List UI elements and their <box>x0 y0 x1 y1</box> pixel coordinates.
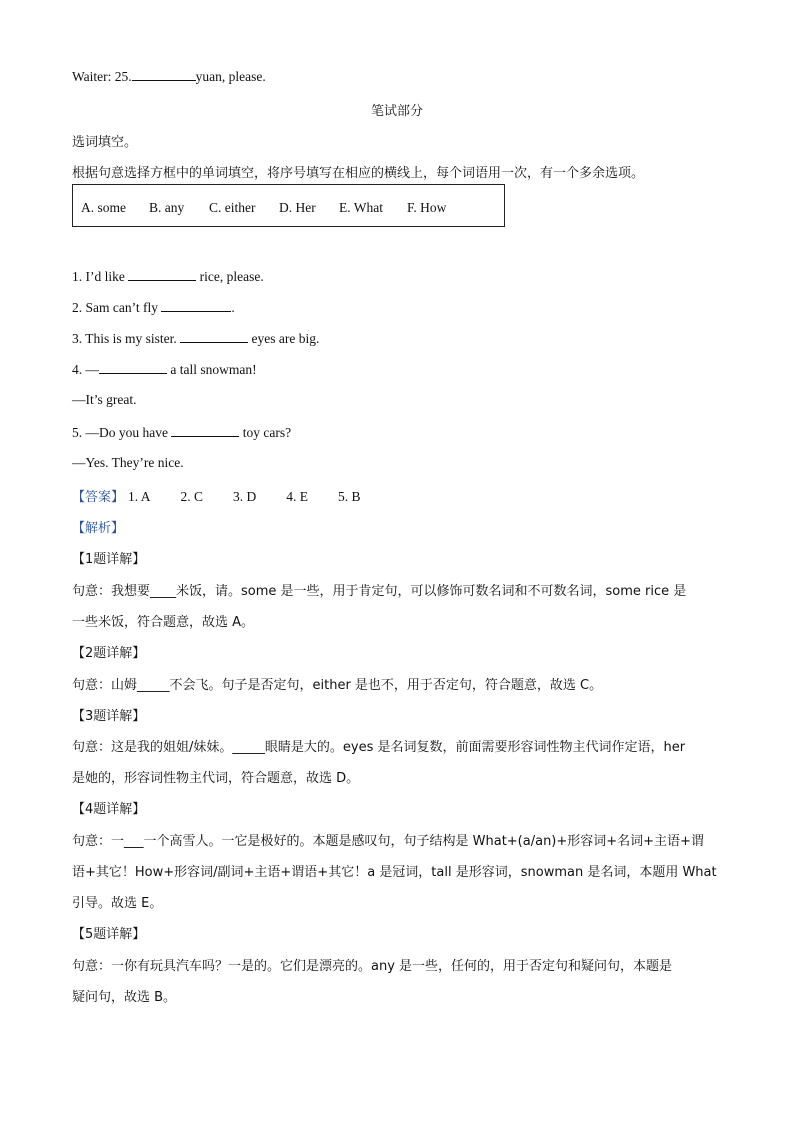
question-3-post: eyes are big. <box>248 331 320 346</box>
question-5 <box>72 424 291 441</box>
detail-5-heading: 【5题详解】 <box>72 927 146 942</box>
detail-4-line: 句意：一___一个高雪人。一它是极好的。本题是感叹句，句子结构是 What+(a/an)+形容词+名词+主语+谓 <box>72 834 704 849</box>
question-4-reply: —It’s great. <box>72 392 137 407</box>
question-5-post: toy cars? <box>239 425 292 440</box>
question-4-pre: 4. — <box>72 362 99 377</box>
detail-3-line: 是她的，形容词性物主代词，符合题意，故选 D。 <box>72 771 360 786</box>
analysis-label: 【解析】 <box>72 521 125 536</box>
blank <box>99 361 167 374</box>
section-title: 笔试部分 <box>370 104 423 119</box>
question-1 <box>72 268 264 285</box>
answer-blank <box>132 68 196 81</box>
question-5-pre: 5. —Do you have <box>72 425 172 440</box>
question-3 <box>72 330 319 347</box>
option-f: F. How <box>407 200 447 215</box>
answer-item: 4. E <box>286 489 309 504</box>
detail-5-line: 疑问句，故选 B。 <box>72 990 177 1005</box>
blank <box>180 330 248 343</box>
detail-4-line: 引导。故选 E。 <box>72 896 163 911</box>
answer-label: 【答案】 <box>72 490 125 505</box>
detail-4-line: 语+其它！How+形容词/副词+主语+谓语+其它！a 是冠词，tall 是形容词，snowman 是名词，本题用 What <box>72 865 717 880</box>
answer-item: 1. A <box>128 489 151 504</box>
instruction: 根据句意选择方框中的单词填空，将序号填写在相应的横线上，每个词语用一次，有一个多余选项。 <box>72 166 645 181</box>
detail-3-line: 句意：这是我的姐姐/妹妹。_____眼睛是大的。eyes 是名词复数，前面需要形容词性物主代词作定语，her <box>72 740 686 755</box>
answer-item: 2. C <box>180 489 204 504</box>
answer-item: 5. B <box>338 489 361 504</box>
blank <box>171 424 239 437</box>
waiter-line <box>72 68 266 85</box>
question-1-pre: 1. I’d like <box>72 269 129 284</box>
option-a: A. some <box>81 200 126 215</box>
detail-4-heading: 【4题详解】 <box>72 802 146 817</box>
answer-item: 3. D <box>233 489 257 504</box>
question-1-post: rice, please. <box>196 269 264 284</box>
detail-1-heading: 【1题详解】 <box>72 552 146 567</box>
detail-2-line: 句意：山姆_____不会飞。句子是否定句，either 是也不，用于否定句，符合题意，故选 C。 <box>72 678 603 693</box>
question-5-reply: —Yes. They’re nice. <box>72 455 184 470</box>
detail-5-line: 句意：一你有玩具汽车吗？一是的。它们是漂亮的。any 是一些，任何的，用于否定句和疑问句，本题是 <box>72 959 673 974</box>
options-box <box>72 184 505 227</box>
option-d: D. Her <box>279 200 316 215</box>
question-4-post: a tall snowman! <box>167 362 257 377</box>
blank <box>128 268 196 281</box>
question-2-pre: 2. Sam can’t fly <box>72 300 162 315</box>
option-b: B. any <box>149 200 185 215</box>
question-3-pre: 3. This is my sister. <box>72 331 181 346</box>
task-title: 选词填空。 <box>72 135 138 150</box>
question-2-post: . <box>231 300 235 315</box>
option-c: C. either <box>209 200 256 215</box>
answer-line <box>72 486 361 505</box>
option-e: E. What <box>339 200 383 215</box>
detail-1-line: 一些米饭，符合题意，故选 A。 <box>72 615 255 630</box>
waiter-suffix: yuan, please. <box>195 69 266 84</box>
question-2 <box>72 299 235 316</box>
detail-1-line: 句意：我想要____米饭，请。some 是一些，用于肯定句，可以修饰可数名词和不可数名词，some rice 是 <box>72 584 687 599</box>
blank <box>161 299 231 312</box>
question-4 <box>72 361 257 378</box>
waiter-prefix: Waiter: 25. <box>72 69 132 84</box>
detail-3-heading: 【3题详解】 <box>72 709 146 724</box>
detail-2-heading: 【2题详解】 <box>72 646 146 661</box>
